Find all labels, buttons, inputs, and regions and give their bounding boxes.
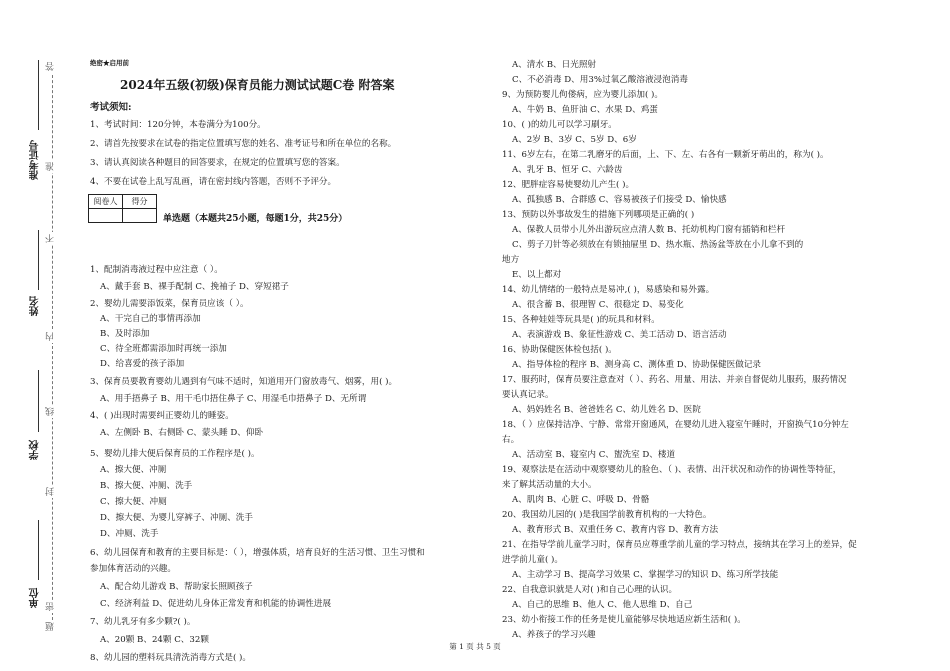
right-question-line: 15、各种娃娃等玩具是( )的玩具和材料。: [502, 315, 660, 325]
notice-item: 2、请首先按要求在试卷的指定位置填写您的姓名、准考证号和所在单位的名称。: [90, 139, 397, 149]
grader-blank: [89, 209, 123, 223]
right-question-line: 12、肥胖症容易使婴幼儿产生( )。: [502, 180, 635, 190]
left-question-line: A、戴手套 B、裸手配制 C、挽袖子 D、穿短裙子: [100, 282, 289, 292]
left-question-line: 4、( )出现时需要纠正婴幼儿的睡姿。: [90, 411, 234, 421]
left-question-line: 8、幼儿园的塑料玩具清洗消毒方式是( )。: [90, 653, 251, 663]
right-question-line: A、很含蓄 B、很理智 C、很稳定 D、易变化: [512, 300, 684, 310]
right-question-line: 来了解其活动量的大小。: [502, 480, 597, 490]
right-question-line: 16、协助保健医体检包括( )。: [502, 345, 617, 355]
left-question-line: 6、幼儿园保育和教育的主要目标是：（ ），增强体质，培育良好的生活习惯、卫生习惯和: [90, 548, 425, 558]
notice-item: 1、考试时间：120分钟，本卷满分为100分。: [90, 120, 266, 130]
binding-strip: [0, 0, 80, 671]
left-question-line: 参加体育活动的兴趣。: [90, 564, 176, 574]
grader-cell: 阅卷人: [89, 195, 123, 209]
right-question-line: 进学前儿童( )。: [502, 555, 563, 565]
right-question-line: 11、6岁左右，在第二乳磨牙的后面，上、下、左、右各有一颗新牙萌出的，称为( )。: [502, 150, 829, 160]
seal-mark: 封: [46, 487, 56, 496]
seal-mark: 题: [46, 622, 56, 631]
right-question-line: A、牛奶 B、鱼肝油 C、水果 D、鸡蛋: [512, 105, 658, 115]
secret-label: 绝密★启用前: [90, 59, 129, 67]
right-question-line: A、教育形式 B、双重任务 C、教育内容 D、教育方法: [512, 525, 719, 535]
name-underline: [38, 230, 39, 290]
right-question-line: 23、幼小衔接工作的任务是使儿童能够尽快地适应新生活和( )。: [502, 615, 746, 625]
left-question-line: D、擦大便、为婴儿穿裤子、冲厕、洗手: [100, 513, 253, 523]
right-question-line: 20、我国幼儿园的( )是我国学前教育机构的一大特色。: [502, 510, 712, 520]
left-question-line: 2、婴幼儿需要添饭菜，保育员应该（ ）。: [90, 299, 249, 309]
seal-mark: 答: [46, 62, 56, 71]
left-question-line: 7、幼儿乳牙有多少颗?( )。: [90, 617, 196, 627]
right-question-line: 19、观察法是在活动中观察婴幼儿的脸色、（ )、表情、出汗状况和动作的协调性等特征，: [502, 465, 842, 475]
school-underline: [38, 370, 39, 432]
name-label: 姓名: [30, 296, 41, 316]
right-question-line: 22、自我意识就是人对( )和自己心理的认识。: [502, 585, 678, 595]
page-title: 2024年五级(初级)保育员能力测试试题C卷 附答案: [120, 78, 395, 92]
left-question-line: 5、婴幼儿排大便后保育员的工作程序是( )。: [90, 449, 260, 459]
right-question-line: 17、服药时，保育员要注意查对（ ）、药名、用量、用法、并亲自督促幼儿服药，服药情况: [502, 375, 847, 385]
right-question-line: 要认真记录。: [502, 390, 554, 400]
unit-underline: [38, 520, 39, 580]
right-question-line: A、孤独感 B、合群感 C、容易被孩子们接受 D、愉快感: [512, 195, 727, 205]
right-question-line: E、以上都对: [512, 270, 562, 280]
unit-label: 单位: [30, 588, 41, 608]
left-question-line: A、干完自己的事情再添加: [100, 314, 201, 324]
notice-item: 3、请认真阅读各种题目的回答要求，在规定的位置填写您的答案。: [90, 158, 345, 168]
left-question-line: 3、保育员要教育婴幼儿遇到有气味不适时，知道用开门窗放毒气、烟雾，用( )。: [90, 377, 398, 387]
right-question-line: A、清水 B、日光照射: [512, 60, 597, 70]
left-question-line: A、20颗 B、24颗 C、32颗: [100, 635, 209, 645]
right-question-line: 10、( )的幼儿可以学习刷牙。: [502, 120, 617, 130]
page-footer: 第 1 页 共 5 页: [449, 642, 501, 651]
score-cell: 得分: [123, 195, 157, 209]
score-blank: [123, 209, 157, 223]
left-question-line: D、冲厕、洗手: [100, 529, 159, 539]
right-question-line: 14、幼儿情绪的一般特点是易冲,( )，易感染和易外露。: [502, 285, 715, 295]
left-question-line: A、配合幼儿游戏 B、帮助家长照顾孩子: [100, 582, 253, 592]
left-question-line: A、用手捂鼻子 B、用干毛巾捂住鼻子 C、用湿毛巾捂鼻子 D、无所谓: [100, 394, 367, 404]
exam-number-underline: [38, 60, 39, 130]
left-question-line: 1、配制消毒液过程中应注意（ ）。: [90, 265, 223, 275]
right-question-line: C、剪子刀针等必须放在有锁抽屉里 D、热水瓶、热汤盆等放在小儿拿不到的: [512, 240, 804, 250]
school-label: 学校: [30, 440, 41, 460]
score-box: [88, 194, 157, 223]
right-question-line: A、养孩子的学习兴趣: [512, 630, 596, 640]
left-question-line: C、经济利益 D、促进幼儿身体正常发育和机能的协调性进展: [100, 599, 332, 609]
right-question-line: C、不必消毒 D、用3%过氧乙酸溶液浸泡消毒: [512, 75, 688, 85]
seal-mark: 不: [46, 234, 56, 243]
right-question-line: A、2岁 B、3岁 C、5岁 D、6岁: [512, 135, 637, 145]
seal-mark: 准: [46, 162, 56, 171]
notice-item: 4、不要在试卷上乱写乱画，请在密封线内答题，否则不予评分。: [90, 177, 337, 187]
left-question-line: C、待全班都需添加时再统一添加: [100, 344, 227, 354]
section-heading: 单选题（本题共25小题，每题1分，共25分）: [163, 214, 348, 224]
right-question-line: A、保教人员带小儿外出游玩应点清人数 B、托幼机构门窗有插销和栏杆: [512, 225, 786, 235]
left-question-line: C、擦大便、冲厕: [100, 497, 167, 507]
left-question-line: A、擦大便、冲厕: [100, 465, 167, 475]
right-question-line: A、肌肉 B、心脏 C、呼吸 D、骨骼: [512, 495, 650, 505]
left-question-line: D、给喜爱的孩子添加: [100, 359, 185, 369]
right-question-line: A、指导体检的程序 B、测身高 C、测体重 D、协助保健医做记录: [512, 360, 762, 370]
right-question-line: A、自己的思维 B、他人 C、他人思维 D、自己: [512, 600, 693, 610]
right-question-line: A、妈妈姓名 B、爸爸姓名 C、幼儿姓名 D、医院: [512, 405, 701, 415]
right-question-line: A、表演游戏 B、象征性游戏 C、美工活动 D、语言活动: [512, 330, 727, 340]
right-question-line: 21、在指导学前儿童学习时，保育员应尊重学前儿童的学习特点，接纳其在学习上的差异，促: [502, 540, 857, 550]
right-question-line: 9、为预防婴儿佝偻病，应为婴儿添加( )。: [502, 90, 663, 100]
exam-number-label: 准考证号: [30, 140, 41, 180]
left-question-line: A、左侧卧 B、右侧卧 C、蒙头睡 D、仰卧: [100, 428, 264, 438]
right-question-line: A、活动室 B、寝室内 C、盥洗室 D、楼道: [512, 450, 676, 460]
seal-mark: 内: [46, 332, 56, 341]
left-question-line: B、擦大便、冲厕、洗手: [100, 481, 193, 491]
notice-title: 考试须知:: [90, 102, 132, 113]
right-question-line: A、乳牙 B、恒牙 C、六龄齿: [512, 165, 623, 175]
right-question-line: A、主动学习 B、提高学习效果 C、掌握学习的知识 D、练习所学技能: [512, 570, 779, 580]
right-question-line: 13、预防以外事故发生的措施下列哪项是正确的( ): [502, 210, 695, 220]
right-question-line: 18、（ ）应保持洁净、宁静、常常开窗通风，在婴幼儿进入寝室午睡时，开窗换气10分钟左: [502, 420, 849, 430]
right-question-line: 地方: [502, 255, 520, 265]
seal-mark: 密: [46, 602, 56, 611]
left-question-line: B、及时添加: [100, 329, 150, 339]
right-question-line: 右。: [502, 435, 520, 445]
seal-mark: 线: [46, 407, 56, 416]
